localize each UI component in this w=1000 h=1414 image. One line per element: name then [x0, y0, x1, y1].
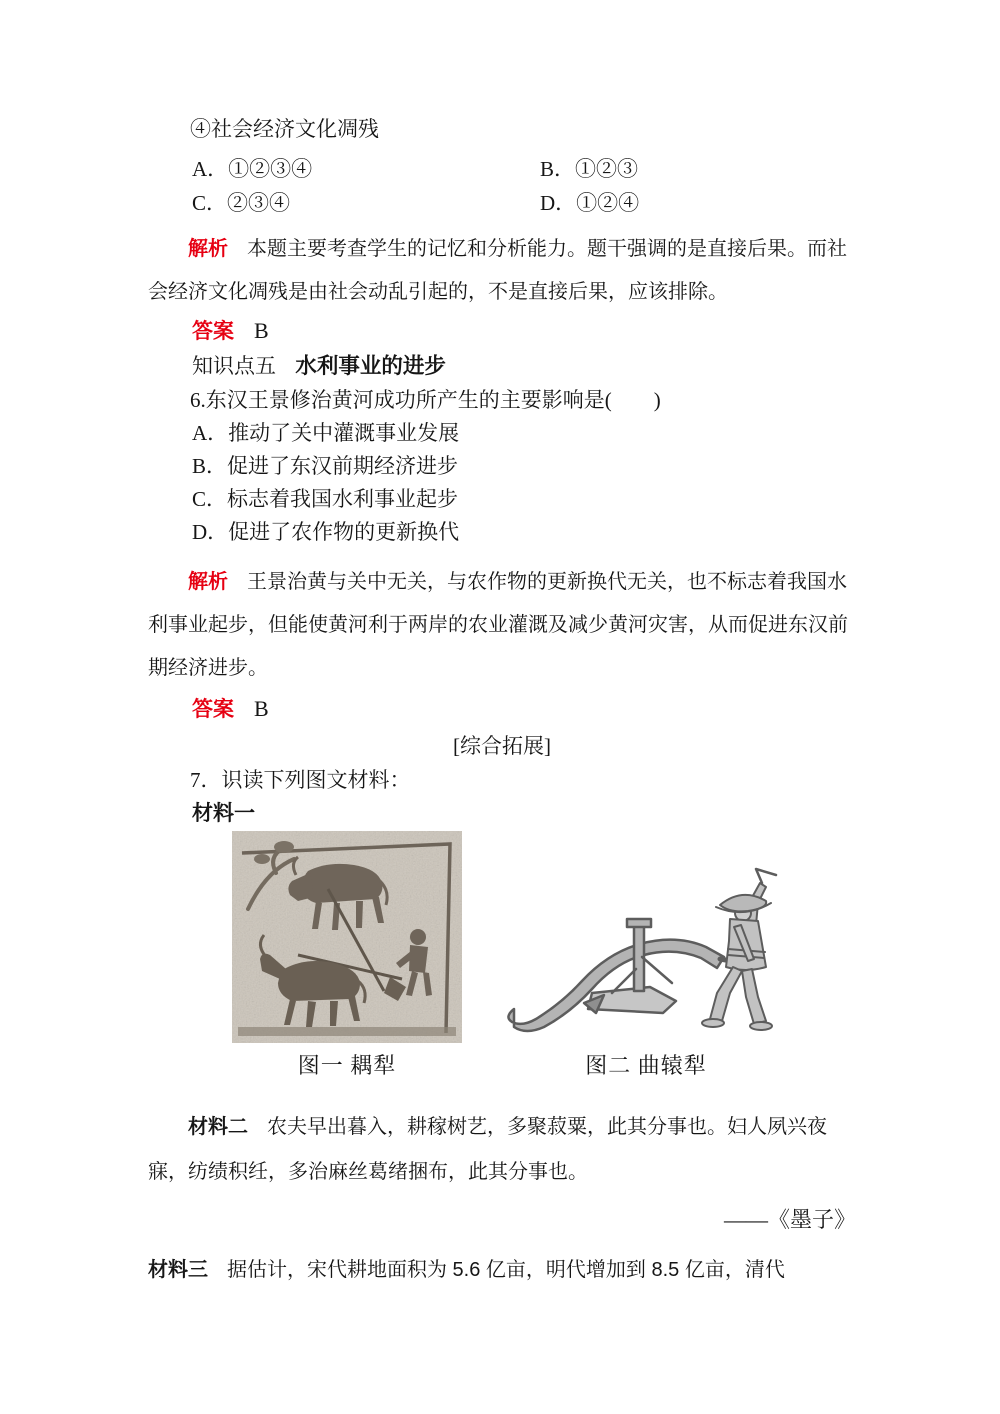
q6-option-d: D．促进了农作物的更新换代	[192, 520, 460, 544]
q6-option-c: C．标志着我国水利事业起步	[192, 487, 459, 511]
material2-source: ——《墨子》	[723, 1207, 856, 1232]
material3-label: 材料三	[148, 1259, 208, 1281]
q6-analysis-text: 王景治黄与关中无关，与农作物的更新换代无关，也不标志着我国水利事业起步，但能使黄河利于两岸的农业灌溉及减少黄河灾害，从而促进东汉前期经济进步。	[148, 571, 848, 679]
q6-answer-label: 答案	[192, 698, 234, 721]
knowledge-point-title: 水利事业的进步	[295, 354, 446, 378]
q6-answer	[148, 692, 856, 727]
q6-option-a: A．推动了关中灌溉事业发展	[192, 421, 460, 445]
q6-option-b: B．促进了东汉前期经济进步	[192, 454, 459, 478]
material3-text: 据估计，宋代耕地面积为 5.6 亿亩，明代增加到 8.5 亿亩，清代	[227, 1259, 785, 1281]
q5-options-grid	[148, 152, 856, 220]
q5-answer-label: 答案	[192, 320, 234, 343]
q5-analysis-label: 解析	[188, 238, 228, 260]
material2-text: 农夫早出暮入，耕稼树艺，多聚菽粟，此其分事也。妇人夙兴夜寐，纺绩积纴，多治麻丝葛绪捆布，此其分事也。	[148, 1116, 827, 1183]
material1-label: 材料一	[192, 802, 255, 825]
figure2-curved-shaft-plow	[500, 861, 792, 1081]
q5-option-b: B．①②③	[540, 157, 639, 181]
q5-option-c: C．②③④	[192, 191, 291, 215]
q5-answer	[148, 314, 856, 349]
q5-answer-value: B	[253, 318, 269, 343]
q5-analysis-text: 本题主要考查学生的记忆和分析能力。题干强调的是直接后果。而社会经济文化凋残是由社会动乱引起的，不是直接后果，应该排除。	[148, 238, 847, 303]
q6-stem: 6.东汉王景修治黄河成功所产生的主要影响是( )	[190, 388, 661, 412]
material3-paragraph	[148, 1253, 856, 1287]
knowledge-point-label: 知识点五	[192, 354, 276, 378]
q5-option-d: D．①②④	[540, 191, 640, 215]
page-content	[148, 112, 856, 1287]
knowledge-point-heading	[148, 349, 856, 383]
q7-stem: 7．识读下列图文材料：	[190, 768, 411, 792]
q6-analysis-label: 解析	[188, 571, 228, 593]
q5-option-a: A．①②③④	[192, 157, 313, 181]
figure1-paired-plow	[232, 831, 462, 1081]
section-banner: [综合拓展]	[453, 734, 551, 758]
q6-answer-value: B	[253, 696, 269, 721]
material2-paragraph	[148, 1105, 856, 1195]
material2-label: 材料二	[188, 1116, 248, 1138]
q5-analysis	[148, 228, 856, 314]
figure1-caption: 图一 耦犁	[297, 1053, 397, 1078]
paired-plow-relief-image	[232, 831, 462, 1043]
curved-shaft-plow-drawing-image	[500, 861, 792, 1043]
q6-analysis	[148, 561, 856, 690]
q7-figures-row	[232, 831, 856, 1081]
q5-item4-line: ④社会经济文化凋残	[190, 117, 379, 141]
figure2-caption: 图二 曲辕犁	[585, 1053, 707, 1078]
